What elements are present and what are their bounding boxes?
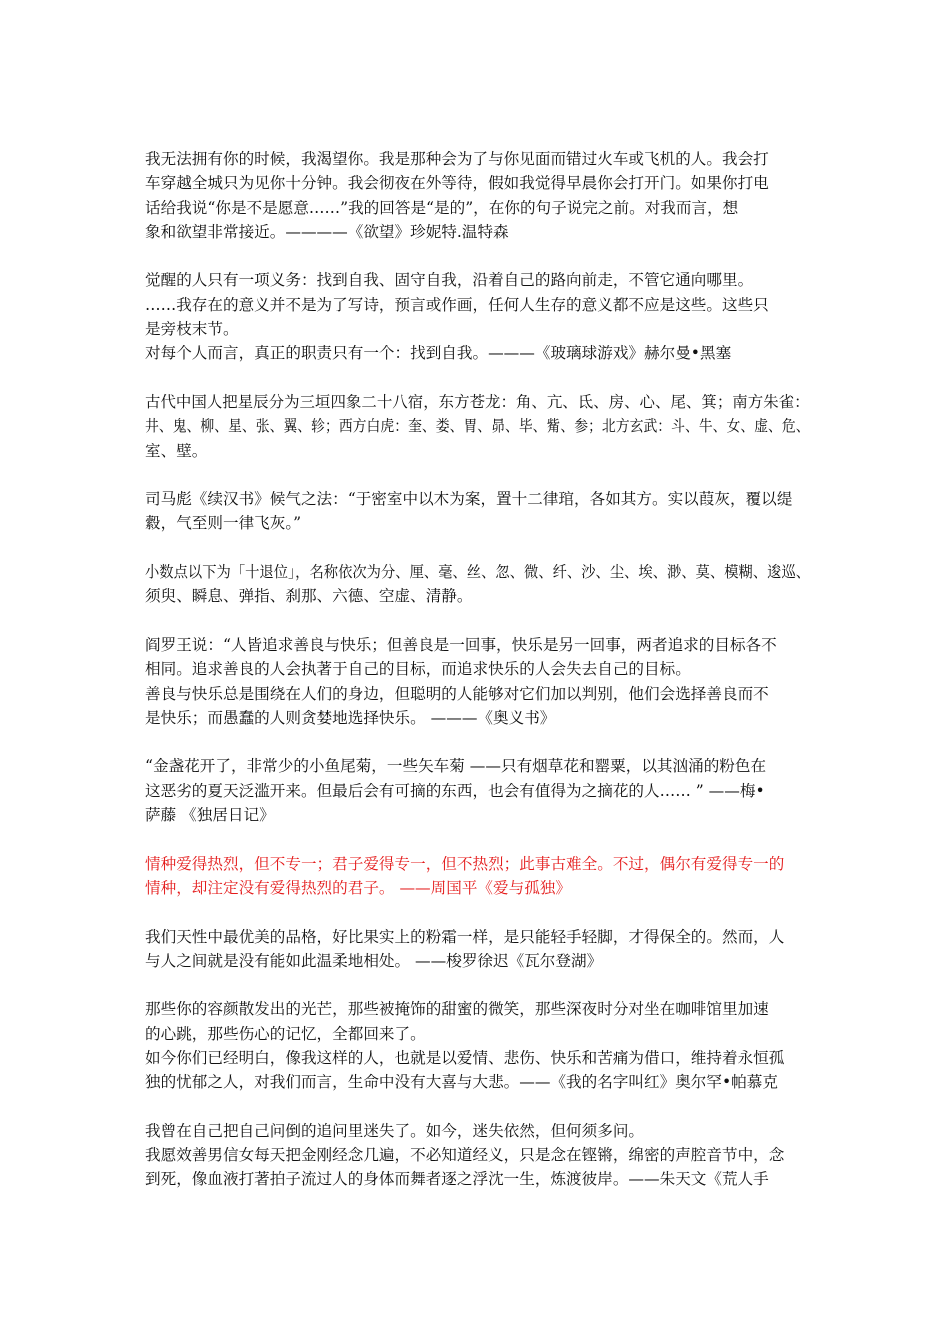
text-line: 我无法拥有你的时候，我渴望你。我是那种会为了与你见面而错过火车或飞机的人。我会打 [145, 150, 769, 168]
paragraph-upanishads [145, 633, 810, 730]
paragraph-glass-bead-game [145, 268, 810, 365]
text-line: 象和欲望非常接近。————《欲望》珍妮特.温特森 [145, 222, 509, 241]
text-line: 我愿效善男信女每天把金刚经念几遍，不必知道经义，只是念在铿锵，绵密的声腔音节中，念 [145, 1146, 785, 1165]
text-line: 是快乐；而愚蠢的人则贪婪地选择快乐。 ———《奥义书》 [145, 708, 556, 727]
paragraph-notes-of-a-desolate-man [145, 1119, 810, 1192]
paragraph-walden [145, 925, 810, 974]
text-line: 觉醒的人只有一项义务：找到自我、固守自我，沿着自己的路向前走，不管它通向哪里。 [145, 271, 754, 290]
text-line: 的心跳，那些伤心的记忆，全都回来了。 [145, 1024, 426, 1043]
text-line: 室、壁。 [145, 441, 208, 460]
paragraph-love-and-solitude [145, 852, 810, 901]
paragraph-decimal-units [145, 560, 810, 609]
paragraph-xu-han-shu [145, 487, 810, 536]
text-line-highlighted: 情种爱得热烈，但不专一；君子爱得专一，但不热烈；此事古难全。不过，偶尔有爱得专一的 [145, 854, 785, 873]
text-line: 话给我说“你是不是愿意……”我的回答是“是的”，在你的句子说完之前。对我而言，想 [145, 198, 739, 217]
text-line: 萨藤 《独居日记》 [145, 806, 275, 825]
paragraph-desire [145, 147, 810, 244]
text-line: 是旁枝末节。 [145, 320, 239, 339]
text-line: 小数点以下为「十退位」，名称依次为分、厘、毫、丝、忽、微、纤、沙、尘、埃、渺、莫、模糊、逡巡、 [145, 563, 811, 582]
text-line: 司马彪《续汉书》候气之法：“于密室中以木为案，置十二律琯，各如其方。实以葭灰，覆以缇 [145, 490, 793, 509]
document-page [145, 147, 810, 1216]
text-line: 井、鬼、柳、星、张、翼、轸；西方白虎：奎、娄、胃、昴、毕、觜、参；北方玄武：斗、牛、女、虚、危、 [145, 417, 810, 436]
text-line: ……我存在的意义并不是为了写诗，预言或作画，任何人生存的意义都不应是这些。这些只 [145, 295, 769, 314]
text-line: 对每个人而言，真正的职责只有一个：找到自我。———《玻璃球游戏》赫尔曼•黑塞 [145, 344, 732, 363]
paragraph-constellations [145, 390, 810, 463]
text-line: 这恶劣的夏天泛滥开来。但最后会有可摘的东西，也会有值得为之摘花的人…… ” ——梅• [145, 781, 765, 800]
text-line: “金盏花开了，非常少的小鱼尾菊，一些矢车菊 ——只有烟草花和罂粟，以其汹涌的粉色在 [145, 757, 767, 776]
text-line: 我曾在自己把自己问倒的追问里迷失了。如今，迷失依然，但何须多问。 [145, 1121, 645, 1140]
text-line: 独的忧郁之人，对我们而言，生命中没有大喜与大悲。——《我的名字叫红》奥尔罕•帕慕克 [145, 1073, 778, 1092]
text-line: 到死，像血液打著拍子流过人的身体而舞者逐之浮沈一生，炼渡彼岸。——朱天文《荒人手 [145, 1170, 769, 1189]
text-line: 相同。追求善良的人会执著于自己的目标，而追求快乐的人会失去自己的目标。 [145, 660, 691, 679]
paragraph-my-name-is-red [145, 997, 810, 1094]
text-line: 阎罗王说：“人皆追求善良与快乐；但善良是一回事，快乐是另一回事，两者追求的目标各不 [145, 635, 777, 654]
text-line: 我们天性中最优美的品格，好比果实上的粉霜一样，是只能轻手轻脚，才得保全的。然而，人 [145, 927, 785, 946]
text-line: 与人之间就是没有能如此温柔地相处。 ——梭罗徐迟《瓦尔登湖》 [145, 951, 603, 970]
text-line-highlighted: 情种，却注定没有爱得热烈的君子。 ——周国平《爱与孤独》 [145, 878, 571, 897]
text-line: 须臾、瞬息、弹指、刹那、六德、空虚、清静。 [145, 587, 473, 606]
text-line: 縠，气至则一律飞灰。” [145, 514, 302, 533]
text-line: 善良与快乐总是围绕在人们的身边，但聪明的人能够对它们加以判别，他们会选择善良而不 [145, 684, 769, 703]
text-line: 那些你的容颜散发出的光芒，那些被掩饰的甜蜜的微笑，那些深夜时分对坐在咖啡馆里加速 [145, 1000, 769, 1019]
text-line: 如今你们已经明白，像我这样的人，也就是以爱情、悲伤、快乐和苦痛为借口，维持着永恒孤 [145, 1048, 785, 1067]
paragraph-journal-of-solitude [145, 754, 810, 827]
text-line: 车穿越全城只为见你十分钟。我会彻夜在外等待，假如我觉得早晨你会打开门。如果你打电 [145, 174, 769, 193]
text-line: 古代中国人把星辰分为三垣四象二十八宿，东方苍龙：角、亢、氐、房、心、尾、箕；南方朱雀： [145, 392, 810, 411]
